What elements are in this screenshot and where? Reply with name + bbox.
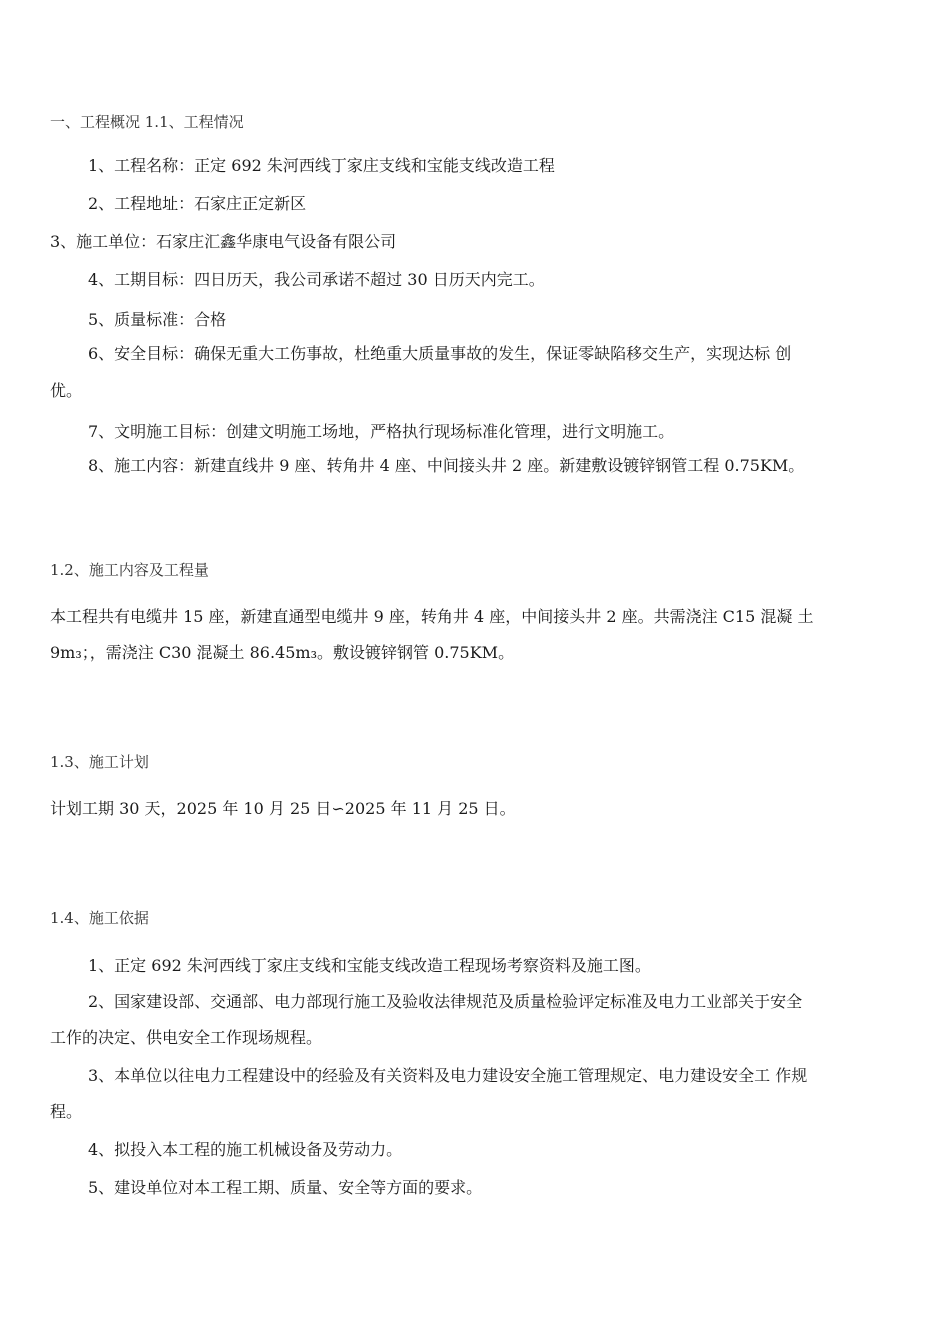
basis-item-3-cont: 程。 xyxy=(50,1102,83,1121)
schedule-goal-line: 4、工期目标：四日历天，我公司承诺不超过 30 日历天内完工。 xyxy=(88,270,545,289)
basis-item-1: 1、正定 692 朱河西线丁家庄支线和宝能支线改造工程现场考察资料及施工图。 xyxy=(88,956,651,975)
basis-item-2-cont: 工作的决定、供电安全工作现场规程。 xyxy=(50,1028,323,1047)
quantity-paragraph-line-2: 9m₃；，需浇注 C30 混凝土 86.45m₃。敷设镀锌钢管 0.75KM。 xyxy=(50,643,515,662)
section-heading-1: 一、工程概况 1.1、工程情况 xyxy=(50,113,244,131)
basis-item-4: 4、拟投入本工程的施工机械设备及劳动力。 xyxy=(88,1140,403,1159)
basis-item-5: 5、建设单位对本工程工期、质量、安全等方面的要求。 xyxy=(88,1178,483,1197)
basis-item-3: 3、本单位以往电力工程建设中的经验及有关资料及电力建设安全施工管理规定、电力建设安全工 作规 xyxy=(88,1066,808,1085)
safety-goal-line: 6、安全目标：确保无重大工伤事故，杜绝重大质量事故的发生，保证零缺陷移交生产，实现达标 创 xyxy=(88,344,792,363)
section-heading-1-3: 1.3、施工计划 xyxy=(50,753,149,771)
project-name-line: 1、工程名称：正定 692 朱河西线丁家庄支线和宝能支线改造工程 xyxy=(88,156,555,175)
plan-paragraph-line: 计划工期 30 天，2025 年 10 月 25 日∽2025 年 11 月 25 日。 xyxy=(50,799,516,818)
section-heading-1-4: 1.4、施工依据 xyxy=(50,909,149,927)
civilized-construction-line: 7、文明施工目标：创建文明施工场地，严格执行现场标准化管理，进行文明施工。 xyxy=(88,422,675,441)
construction-unit-line: 3、施工单位：石家庄汇鑫华康电气设备有限公司 xyxy=(50,232,397,251)
safety-goal-line-cont: 优。 xyxy=(50,381,83,400)
section-heading-1-2: 1.2、施工内容及工程量 xyxy=(50,561,209,579)
project-address-line: 2、工程地址：石家庄正定新区 xyxy=(88,194,307,213)
quantity-paragraph-line-1: 本工程共有电缆井 15 座，新建直通型电缆井 9 座，转角井 4 座，中间接头井 2 座。共需浇注 C15 混凝 土 xyxy=(50,607,814,626)
quality-standard-line: 5、质量标准：合格 xyxy=(88,310,227,329)
basis-item-2: 2、国家建设部、交通部、电力部现行施工及验收法律规范及质量检验评定标准及电力工业部关于安全 xyxy=(88,992,803,1011)
construction-content-line: 8、施工内容：新建直线井 9 座、转角井 4 座、中间接头井 2 座。新建敷设镀锌钢管工程 0.75KM。 xyxy=(88,456,805,475)
